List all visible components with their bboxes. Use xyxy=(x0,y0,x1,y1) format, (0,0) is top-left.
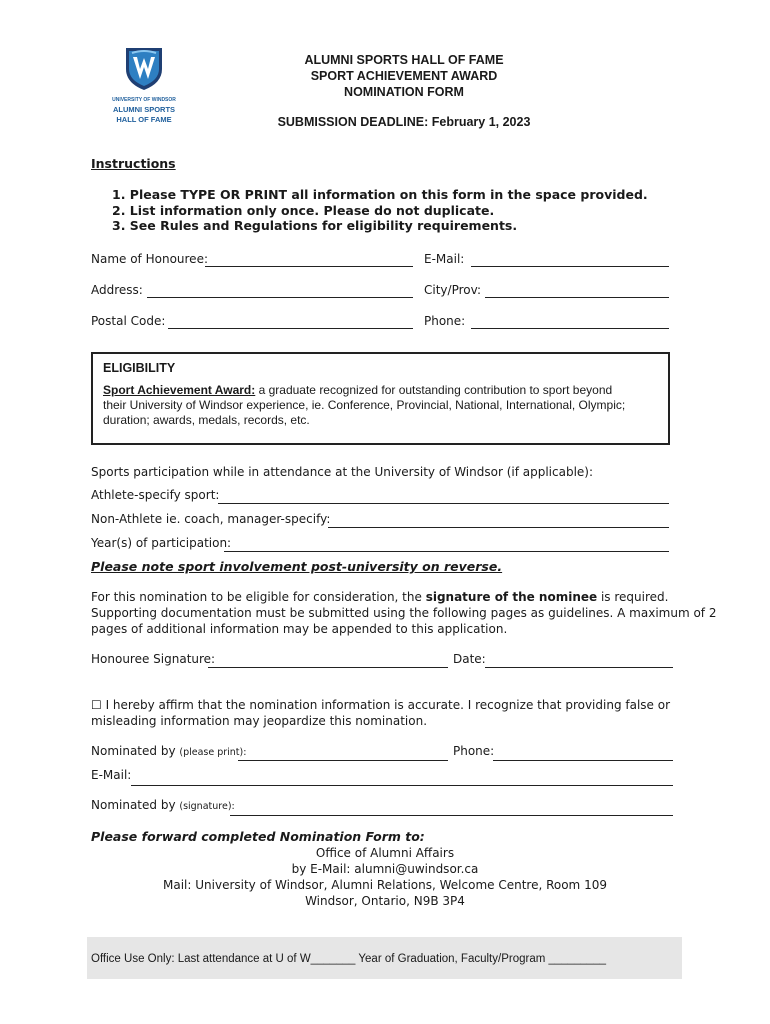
date-label: Date: xyxy=(453,652,486,666)
email-field[interactable] xyxy=(471,266,669,267)
submission-deadline: SUBMISSION DEADLINE: February 1, 2023 xyxy=(277,115,531,129)
eligibility-box xyxy=(91,352,670,445)
office-use-box xyxy=(87,937,682,979)
logo xyxy=(104,45,184,129)
consent-line-1: For this nomination to be eligible for consideration, the signature of the nominee is required. xyxy=(91,590,669,604)
instruction-item: 3. See Rules and Regulations for eligibility requirements. xyxy=(112,218,518,233)
postal-field[interactable] xyxy=(168,328,413,329)
athlete-label: Athlete-specify sport: xyxy=(91,488,220,502)
address-label: Address: xyxy=(91,283,143,297)
header-title: ALUMNI SPORTS HALL OF FAME xyxy=(304,53,504,67)
office-use-text: Office Use Only: Last attendance at U of W_______ Year of Graduation, Faculty/Program _________ xyxy=(91,953,607,965)
nominator-signature-field[interactable] xyxy=(230,815,673,816)
nominator-name-field[interactable] xyxy=(238,760,448,761)
address-field[interactable] xyxy=(147,297,413,298)
affirm-checkbox[interactable]: ☐ xyxy=(91,698,102,712)
nominated-by-print-label: Nominated by (please print): xyxy=(91,744,247,758)
non-athlete-field[interactable] xyxy=(328,527,669,528)
eligibility-line-2: their University of Windsor experience, ie. Conference, Provincial, National, International, Olympic; xyxy=(103,398,626,412)
forward-mail: Mail: University of Windsor, Alumni Relations, Welcome Centre, Room 109 xyxy=(163,878,607,892)
affirmation-line-2: misleading information may jeopardize this nomination. xyxy=(91,714,428,728)
athlete-field[interactable] xyxy=(218,503,669,504)
instruction-item: 1. Please TYPE OR PRINT all information on this form in the space provided. xyxy=(112,187,648,202)
instructions-title: Instructions xyxy=(91,156,176,171)
affirmation xyxy=(91,697,679,729)
forward-title: Please forward completed Nomination Form to: xyxy=(91,829,425,844)
logo-university: UNIVERSITY OF WINDSOR xyxy=(112,97,176,103)
header-form: NOMINATION FORM xyxy=(344,85,464,99)
instructions-list xyxy=(112,187,648,234)
name-field[interactable] xyxy=(205,266,413,267)
nominator-email-field[interactable] xyxy=(131,785,673,786)
forward-office: Office of Alumni Affairs xyxy=(315,846,455,860)
logo-alumni-sports: ALUMNI SPORTS xyxy=(112,105,176,114)
signature-label: Honouree Signature: xyxy=(91,652,216,666)
phone-label: Phone: xyxy=(424,314,466,328)
consent-line-3: pages of additional information may be appended to this application. xyxy=(91,622,508,636)
nominator-email-label: E-Mail: xyxy=(91,768,132,782)
signature-field[interactable] xyxy=(208,667,448,668)
eligibility-line-1: Sport Achievement Award: a graduate recognized for outstanding contribution to sport beyond xyxy=(103,383,613,397)
award-name: Sport Achievement Award: xyxy=(103,383,256,397)
logo-hall-of-fame: HALL OF FAME xyxy=(116,115,172,124)
city-field[interactable] xyxy=(485,297,669,298)
postal-label: Postal Code: xyxy=(91,314,166,328)
years-label: Year(s) of participation: xyxy=(91,536,232,550)
phone-field[interactable] xyxy=(471,328,669,329)
forward-email: by E-Mail: alumni@uwindsor.ca xyxy=(291,862,479,876)
sports-intro: Sports participation while in attendance at the University of Windsor (if applicable): xyxy=(91,465,594,479)
eligibility-line-3: duration; awards, medals, records, etc. xyxy=(103,413,310,427)
forward-city: Windsor, Ontario, N9B 3P4 xyxy=(305,894,465,908)
header-award: SPORT ACHIEVEMENT AWARD xyxy=(310,69,498,83)
consent-paragraph xyxy=(91,589,717,637)
sport-note: Please note sport involvement post-university on reverse. xyxy=(91,559,503,574)
instruction-item: 2. List information only once. Please do not duplicate. xyxy=(112,202,495,218)
non-athlete-label: Non-Athlete ie. coach, manager-specify: xyxy=(91,512,331,526)
name-label: Name of Honouree: xyxy=(91,252,208,266)
city-label: City/Prov: xyxy=(424,283,482,297)
shield-logo-icon xyxy=(124,45,164,91)
email-label: E-Mail: xyxy=(424,252,465,266)
eligibility-title: ELIGIBILITY xyxy=(103,361,176,375)
consent-line-2: Supporting documentation must be submitted using the following pages as guidelines. A maximum of 2 xyxy=(91,606,717,620)
nominator-phone-label: Phone: xyxy=(453,744,495,758)
years-field[interactable] xyxy=(224,551,669,552)
affirmation-line-1: ☐ I hereby affirm that the nomination information is accurate. I recognize that providing false or xyxy=(91,698,671,712)
date-field[interactable] xyxy=(485,667,673,668)
nominated-by-signature-label: Nominated by (signature): xyxy=(91,798,235,812)
nominator-phone-field[interactable] xyxy=(493,760,673,761)
